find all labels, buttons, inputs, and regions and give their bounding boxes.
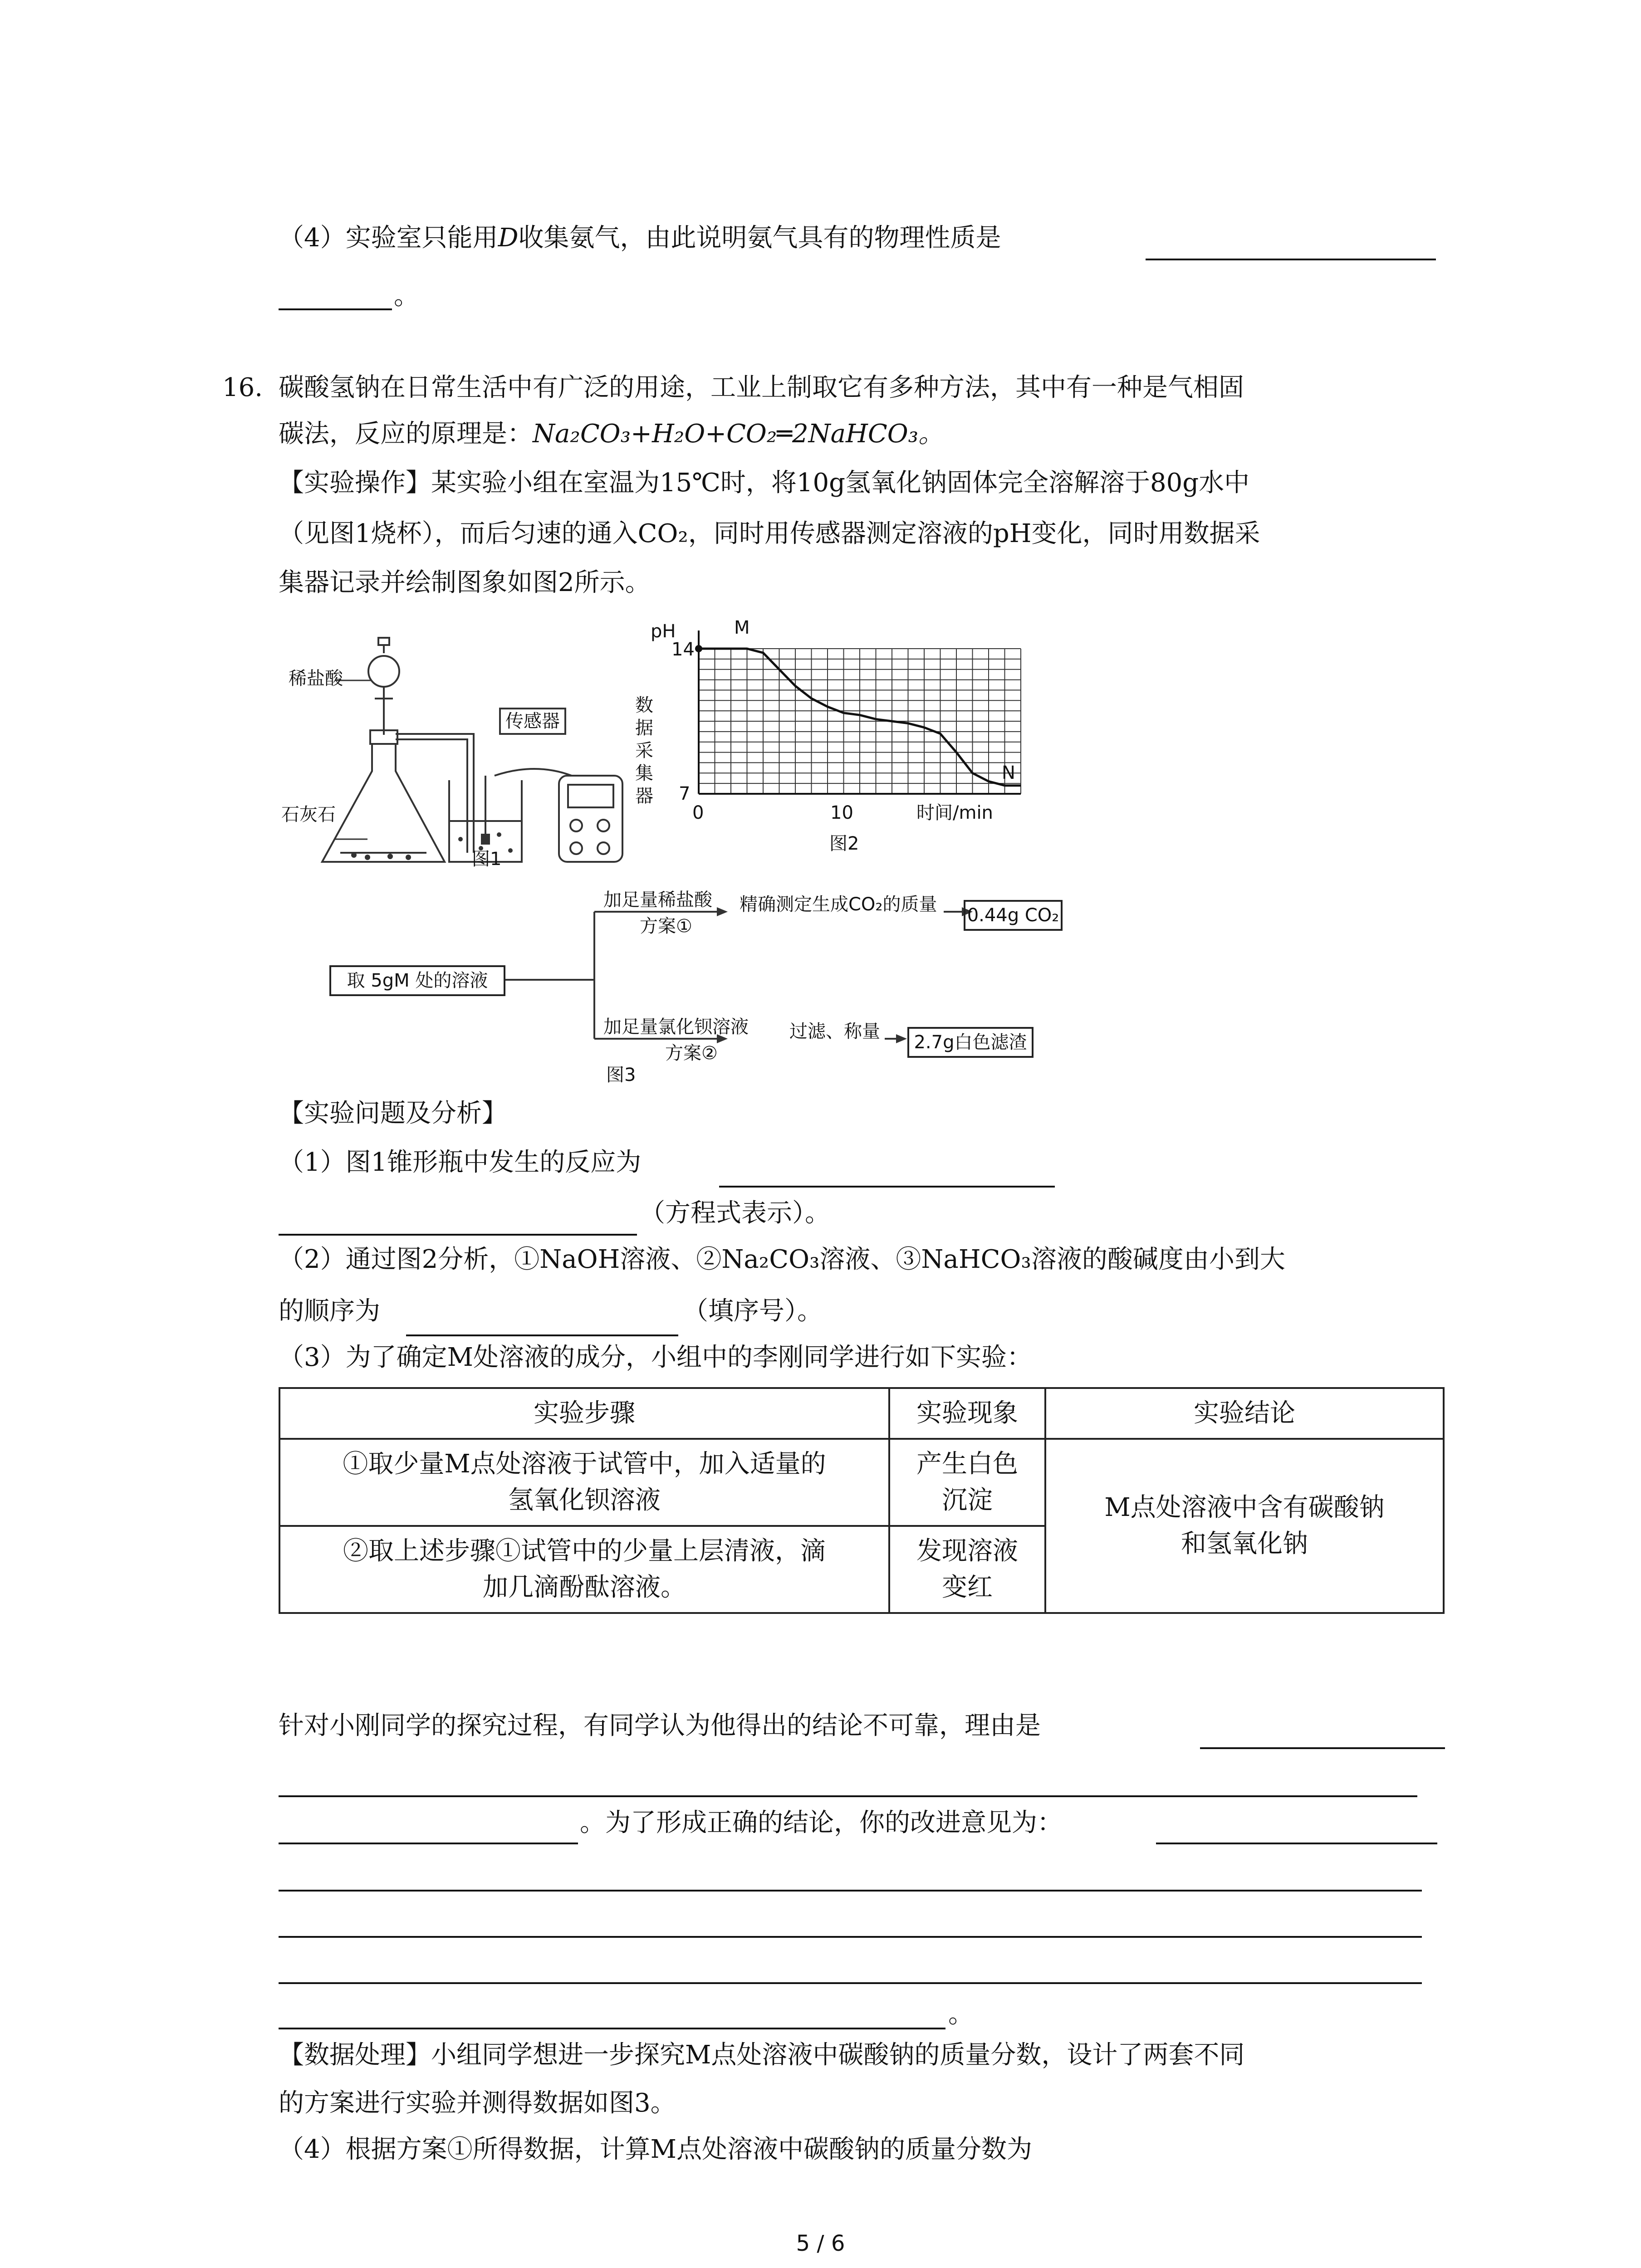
header-conclusion: 实验结论 bbox=[1045, 1388, 1444, 1439]
reason-blank-2[interactable] bbox=[279, 1795, 1417, 1797]
q2-line1: （2）通过图2分析，①NaOH溶液、②Na₂CO₃溶液、③NaHCO₃溶液的酸碱度由小到大 bbox=[279, 1245, 1285, 1274]
q2-blank[interactable] bbox=[406, 1334, 678, 1336]
op-line2: （见图1烧杯），而后匀速的通入CO₂，同时用传感器测定溶液的pH变化，同时用数据采 bbox=[279, 519, 1260, 548]
improve-blank-1[interactable] bbox=[1156, 1843, 1437, 1844]
op-line3: 集器记录并绘制图象如图2所示。 bbox=[279, 568, 651, 597]
x-tick-10: 10 bbox=[830, 802, 853, 823]
y-tick-14: 14 bbox=[671, 639, 695, 660]
analysis-heading: 【实验问题及分析】 bbox=[279, 1099, 507, 1128]
branch1-mid: 精确测定生成CO₂的质量 bbox=[740, 894, 937, 915]
q1-text: （1）图1锥形瓶中发生的反应为 bbox=[279, 1148, 642, 1177]
row2-step: ②取上述步骤①试管中的少量上层清液，滴 加几滴酚酞溶液。 bbox=[279, 1526, 889, 1613]
point-n-label: N bbox=[1002, 763, 1015, 783]
data-proc-line1: 【数据处理】小组同学想进一步探究M点处溶液中碳酸钠的质量分数，设计了两套不同 bbox=[279, 2040, 1245, 2070]
q1-blank-1[interactable] bbox=[719, 1186, 1055, 1188]
flow-start-box: 取 5gM 处的溶液 bbox=[329, 965, 505, 996]
followup-end: 。 bbox=[948, 1999, 974, 2029]
y-axis-label: pH bbox=[651, 621, 676, 642]
reaction-equation: Na₂CO₃+H₂O+CO₂═2NaHCO₃。 bbox=[533, 419, 944, 449]
conclusion-cell: M点处溶液中含有碳酸钠 和氢氧化钠 bbox=[1045, 1439, 1444, 1613]
branch2-result-box: 2.7g白色滤渣 bbox=[907, 1027, 1034, 1058]
row1-step: ①取少量M点处溶液于试管中，加入适量的 氢氧化钡溶液 bbox=[279, 1439, 889, 1526]
q16-line2: 碳法，反应的原理是：Na₂CO₃+H₂O+CO₂═2NaHCO₃。 bbox=[279, 419, 944, 449]
header-steps: 实验步骤 bbox=[279, 1388, 889, 1439]
branch1-result-box: 0.44g CO₂ bbox=[964, 900, 1063, 931]
q3-text: （3）为了确定M处溶液的成分，小组中的李刚同学进行如下实验： bbox=[279, 1343, 1032, 1372]
branch2-bottom: 方案② bbox=[665, 1043, 718, 1064]
op-line1: 【实验操作】某实验小组在室温为15℃时，将10g氢氧化钠固体完全溶解溶于80g水中 bbox=[279, 468, 1250, 498]
q1-blank-2[interactable] bbox=[279, 1234, 637, 1236]
q4-prev-line: （4）实验室只能用D收集氨气，由此说明氨气具有的物理性质是 bbox=[279, 223, 1001, 253]
branch1-top: 加足量稀盐酸 bbox=[603, 890, 712, 910]
page-number: 5 / 6 bbox=[796, 2231, 845, 2256]
improve-blank-2[interactable] bbox=[279, 1890, 1422, 1892]
label-sensor: 传感器 bbox=[499, 708, 566, 735]
answer-blank[interactable] bbox=[279, 308, 392, 310]
improve-blank-5[interactable] bbox=[279, 2028, 945, 2029]
x-axis-label: 时间/min bbox=[916, 802, 993, 823]
label-acid: 稀盐酸 bbox=[289, 668, 343, 689]
branch2-mid: 过滤、称量 bbox=[789, 1021, 880, 1042]
q16-line1: 碳酸氢钠在日常生活中有广泛的用途，工业上制取它有多种方法，其中有一种是气相固 bbox=[279, 373, 1244, 402]
improve-blank-4[interactable] bbox=[279, 1982, 1422, 1984]
reason-blank-3[interactable] bbox=[279, 1843, 578, 1844]
figure1-caption: 图1 bbox=[472, 849, 502, 870]
experiment-table bbox=[279, 1387, 1445, 1614]
branch1-bottom: 方案① bbox=[640, 916, 692, 937]
y-tick-7: 7 bbox=[679, 783, 691, 804]
row1-observation: 产生白色 沉淀 bbox=[889, 1439, 1045, 1526]
data-proc-line2: 的方案进行实验并测得数据如图3。 bbox=[279, 2088, 676, 2118]
followup-line1: 针对小刚同学的探究过程，有同学认为他得出的结论不可靠，理由是 bbox=[279, 1711, 1041, 1740]
answer-blank[interactable] bbox=[1146, 259, 1436, 260]
label-limestone: 石灰石 bbox=[281, 804, 336, 825]
followup-line2: 。为了形成正确的结论，你的改进意见为： bbox=[580, 1808, 1063, 1838]
branch2-top: 加足量氯化钡溶液 bbox=[603, 1017, 749, 1037]
q2-end: （填序号）。 bbox=[683, 1296, 823, 1326]
point-m-marker bbox=[695, 645, 702, 652]
data-proc-q4: （4）根据方案①所得数据，计算M点处溶液中碳酸钠的质量分数为 bbox=[279, 2135, 1032, 2164]
improve-blank-3[interactable] bbox=[279, 1936, 1422, 1938]
q2-line2: 的顺序为 bbox=[279, 1296, 380, 1326]
question-number: 16. bbox=[222, 373, 263, 402]
row2-observation: 发现溶液 变红 bbox=[889, 1526, 1045, 1613]
label-collector: 数 据 采 集 器 bbox=[635, 695, 653, 807]
header-phenomenon: 实验现象 bbox=[889, 1388, 1045, 1439]
point-m-label: M bbox=[734, 617, 750, 638]
figure2-caption: 图2 bbox=[829, 833, 859, 854]
figure3-caption: 图3 bbox=[606, 1065, 636, 1085]
q1-end: （方程式表示）。 bbox=[640, 1198, 830, 1228]
x-tick-0: 0 bbox=[692, 802, 704, 823]
q4-prev-end: 。 bbox=[394, 281, 419, 311]
reason-blank-1[interactable] bbox=[1200, 1747, 1445, 1749]
